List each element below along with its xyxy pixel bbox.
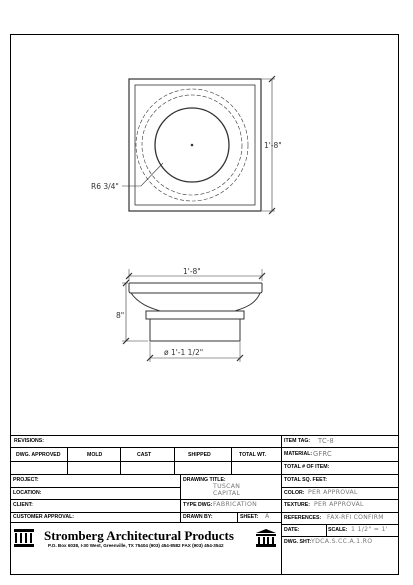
tb-v-6	[237, 512, 238, 522]
sheet-value: A	[265, 513, 270, 520]
shipped-label: SHIPPED	[188, 452, 211, 458]
tb-r-line-8	[281, 536, 399, 537]
material-label: MATERIAL:	[284, 451, 313, 457]
total-wt-label: TOTAL WT.	[239, 452, 267, 458]
item-tag-label: ITEM TAG:	[284, 438, 311, 444]
client-label: CLIENT:	[13, 502, 33, 508]
drawing-title-line2: CAPITAL	[213, 490, 241, 497]
texture-value: PER APPROVAL	[314, 501, 364, 508]
radius-leader	[122, 163, 163, 186]
tb-line-7	[10, 522, 281, 523]
plan-inner-square	[135, 85, 255, 205]
type-dwg-value: FABRICATION	[213, 501, 258, 508]
drawing-title-label: DRAWING TITLE:	[183, 477, 226, 483]
tb-r-v-1	[326, 524, 327, 536]
material-value: GFRC	[313, 450, 332, 458]
color-value: PER APPROVAL	[308, 489, 358, 496]
references-label: REFERENCES:	[284, 515, 322, 521]
tb-line-8	[180, 499, 281, 500]
dwg-sht-label: DWG. SHT:	[284, 539, 312, 545]
tb-main-divider	[281, 435, 282, 575]
tb-r-line-5	[281, 499, 399, 500]
plan-outer-square	[129, 79, 261, 211]
item-tag-value: TC-8	[318, 437, 335, 445]
tb-line-5	[10, 499, 180, 500]
project-label: PROJECT:	[13, 477, 39, 483]
plan-center-point	[191, 144, 193, 146]
revisions-label: REVISIONS:	[14, 438, 44, 444]
elevation-top-width-label: 1'-8"	[183, 267, 201, 276]
elevation-abacus	[129, 283, 262, 293]
dwg-sht-value: YDCA.S.CC.A.1.RO	[311, 538, 373, 545]
tb-v-5	[180, 474, 181, 522]
location-label: LOCATION:	[13, 490, 42, 496]
elevation-height-label: 8"	[116, 311, 125, 320]
tb-r-line-1	[281, 447, 399, 448]
tb-line-4	[10, 487, 180, 488]
type-dwg-label: TYPE DWG:	[183, 502, 213, 508]
date-label: DATE:	[284, 527, 300, 533]
company-logo-left-icon	[14, 529, 34, 547]
texture-label: TEXTURE:	[284, 502, 310, 508]
tb-line-6	[10, 512, 281, 513]
total-items-label: TOTAL # OF ITEM:	[284, 464, 330, 470]
tb-r-line-7	[281, 524, 399, 525]
company-address: P.O. Box 6038, I-30 West, Greenville, TX 75404 (903) 454-8582 FAX (903) 454-3542	[48, 543, 224, 548]
plan-view	[122, 76, 275, 214]
drawn-by-label: DRAWN BY:	[183, 514, 213, 520]
tb-r-line-6	[281, 512, 399, 513]
tb-r-line-2	[281, 461, 399, 462]
cast-label: CAST	[137, 452, 152, 458]
references-value: FAX-RFI CONFIRM	[327, 514, 384, 521]
total-sqft-label: TOTAL SQ. FEET:	[284, 477, 327, 483]
scale-value: 1 1/2" = 1'	[351, 526, 388, 533]
company-name: Stromberg Architectural Products	[44, 528, 234, 543]
elevation-echinus	[131, 293, 260, 311]
company-logo-right-icon	[255, 529, 277, 547]
elevation-astragal	[146, 311, 244, 319]
tb-line-3	[10, 474, 281, 475]
title-block	[10, 435, 399, 575]
mold-label: MOLD	[87, 452, 103, 458]
plan-width-label: 1'-8"	[264, 141, 282, 150]
customer-approval-label: CUSTOMER APPROVAL:	[13, 514, 75, 520]
radius-label: R6 3/4"	[91, 182, 119, 191]
elevation-diameter-label: ø 1'-1 1/2"	[164, 348, 204, 357]
tb-line-1	[10, 447, 281, 448]
elevation-neck	[150, 319, 240, 341]
color-label: COLOR:	[284, 490, 305, 496]
tb-line-2	[10, 461, 281, 462]
drawing-title-line1: TUSCAN	[213, 483, 241, 490]
dwg-approved-label: DWG. APPROVED	[16, 452, 61, 458]
tb-r-line-3	[281, 474, 399, 475]
sheet-label: SHEET:	[240, 514, 259, 520]
tb-r-line-4	[281, 487, 399, 488]
scale-label: SCALE:	[328, 527, 348, 533]
tb-top-border	[10, 435, 399, 436]
